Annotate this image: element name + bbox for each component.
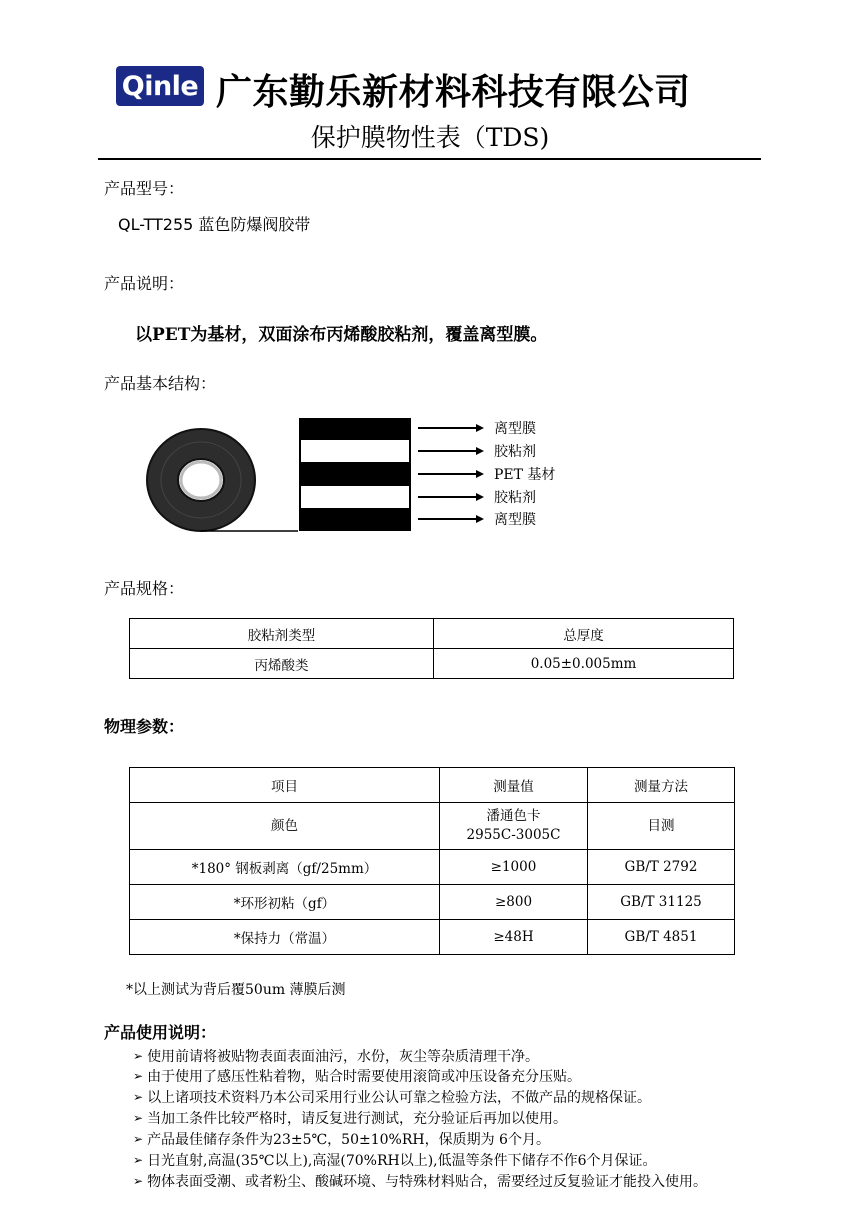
layer-callout — [418, 418, 536, 438]
table-header-cell: 总厚度 — [434, 619, 734, 649]
physical-parameters-table — [129, 767, 735, 955]
layer-label: 离型膜 — [494, 421, 536, 437]
table-cell — [440, 803, 588, 850]
table-header-row — [130, 768, 735, 803]
adhesive-layer-top — [299, 440, 411, 462]
product-description-value: 以PET为基材，双面涂布丙烯酸胶粘剂，覆盖离型膜。 — [135, 325, 548, 345]
table-header-cell: 测量方法 — [588, 768, 735, 803]
list-item — [133, 1087, 651, 1107]
measured-value-line: 2955C-3005C — [466, 827, 561, 843]
arrow-bullet-icon: ➢ — [133, 1049, 144, 1063]
adhesive-layer-bottom — [299, 486, 411, 508]
usage-label: 产品使用说明： — [104, 1023, 217, 1042]
product-model-value: QL-TT255 蓝色防爆阀胶带 — [118, 215, 311, 234]
table-row — [130, 850, 735, 885]
table-cell: GB/T 4851 — [588, 920, 735, 955]
table-row — [130, 885, 735, 920]
table-row — [130, 803, 735, 850]
layer-callout — [418, 509, 536, 529]
layer-callout — [418, 441, 536, 461]
release-film-layer-top — [299, 418, 411, 440]
document-title: 保护膜物性表（TDS) — [310, 123, 550, 152]
list-item — [133, 1171, 707, 1191]
list-item-text: 使用前请将被贴物表面表面油污，水份，灰尘等杂质清理干净。 — [147, 1049, 540, 1065]
pet-substrate-layer — [299, 462, 411, 486]
table-cell: 颜色 — [130, 803, 440, 850]
table-row — [130, 920, 735, 955]
tape-roll-illustration — [140, 428, 300, 538]
arrow-right-icon — [476, 470, 484, 478]
arrow-bullet-icon: ➢ — [133, 1174, 144, 1188]
arrow-bullet-icon: ➢ — [133, 1153, 144, 1167]
arrow-right-icon — [476, 493, 484, 501]
arrow-right-icon — [476, 515, 484, 523]
layer-label: 胶粘剂 — [494, 490, 536, 506]
product-description-label: 产品说明： — [104, 274, 185, 293]
company-name: 广东勤乐新材料科技有限公司 — [216, 72, 691, 113]
logo-text: Qinle — [121, 70, 199, 102]
table-row — [130, 649, 734, 679]
table-cell: 目测 — [588, 803, 735, 850]
product-model-label: 产品型号： — [104, 179, 185, 198]
arrow-bullet-icon: ➢ — [133, 1069, 144, 1083]
arrow-bullet-icon: ➢ — [133, 1090, 144, 1104]
table-cell: *180° 钢板剥离（gf/25mm） — [130, 850, 440, 885]
header-divider — [98, 158, 761, 160]
list-item-text: 产品最佳储存条件为23±5℃，50±10%RH，保质期为 6个月。 — [147, 1132, 550, 1148]
arrow-right-icon — [476, 424, 484, 432]
specification-label: 产品规格： — [104, 579, 185, 598]
structure-label: 产品基本结构： — [104, 374, 217, 393]
list-item — [133, 1046, 539, 1066]
list-item — [133, 1150, 657, 1170]
release-film-layer-bottom — [299, 508, 411, 531]
specification-table — [129, 618, 734, 679]
table-header-cell: 项目 — [130, 768, 440, 803]
table-cell: GB/T 2792 — [588, 850, 735, 885]
layer-callout — [418, 487, 536, 507]
table-cell: *保持力（常温） — [130, 920, 440, 955]
layer-stack-diagram — [299, 418, 411, 531]
list-item-text: 由于使用了感压性粘着物，贴合时需要使用滚筒或冲压设备充分压贴。 — [147, 1069, 582, 1085]
table-header-row — [130, 619, 734, 649]
list-item-text: 当加工条件比较严格时，请反复进行测试，充分验证后再加以使用。 — [147, 1111, 568, 1127]
table-cell: 0.05±0.005mm — [434, 649, 734, 679]
table-cell: *环形初粘（gf） — [130, 885, 440, 920]
arrow-bullet-icon: ➢ — [133, 1132, 144, 1146]
company-logo — [116, 66, 204, 106]
table-header-cell: 测量值 — [440, 768, 588, 803]
arrow-bullet-icon: ➢ — [133, 1111, 144, 1125]
layer-label: PET 基材 — [494, 467, 556, 483]
list-item — [133, 1066, 581, 1086]
list-item-text: 物体表面受潮、或者粉尘、酸碱环境、与特殊材料贴合，需要经过反复验证才能投入使用。 — [147, 1174, 708, 1190]
table-header-cell: 胶粘剂类型 — [130, 619, 434, 649]
table-cell: 丙烯酸类 — [130, 649, 434, 679]
arrow-right-icon — [476, 447, 484, 455]
layer-label: 离型膜 — [494, 512, 536, 528]
table-cell: ≥1000 — [440, 850, 588, 885]
list-item — [133, 1129, 550, 1149]
layer-callout — [418, 464, 555, 484]
measured-value-line: 潘通色卡 — [486, 808, 541, 824]
physical-parameters-label: 物理参数： — [104, 717, 185, 736]
list-item-text: 以上诸项技术资料乃本公司采用行业公认可靠之检验方法，不做产品的规格保证。 — [147, 1090, 652, 1106]
list-item-text: 日光直射,高温(35℃以上),高湿(70%RH以上),低温等条件下储存不作6个月保证。 — [147, 1153, 657, 1169]
table-cell: GB/T 31125 — [588, 885, 735, 920]
test-note: *以上测试为背后覆50um 薄膜后测 — [126, 982, 346, 998]
table-cell: ≥800 — [440, 885, 588, 920]
list-item — [133, 1108, 567, 1128]
table-cell: ≥48H — [440, 920, 588, 955]
layer-label: 胶粘剂 — [494, 444, 536, 460]
